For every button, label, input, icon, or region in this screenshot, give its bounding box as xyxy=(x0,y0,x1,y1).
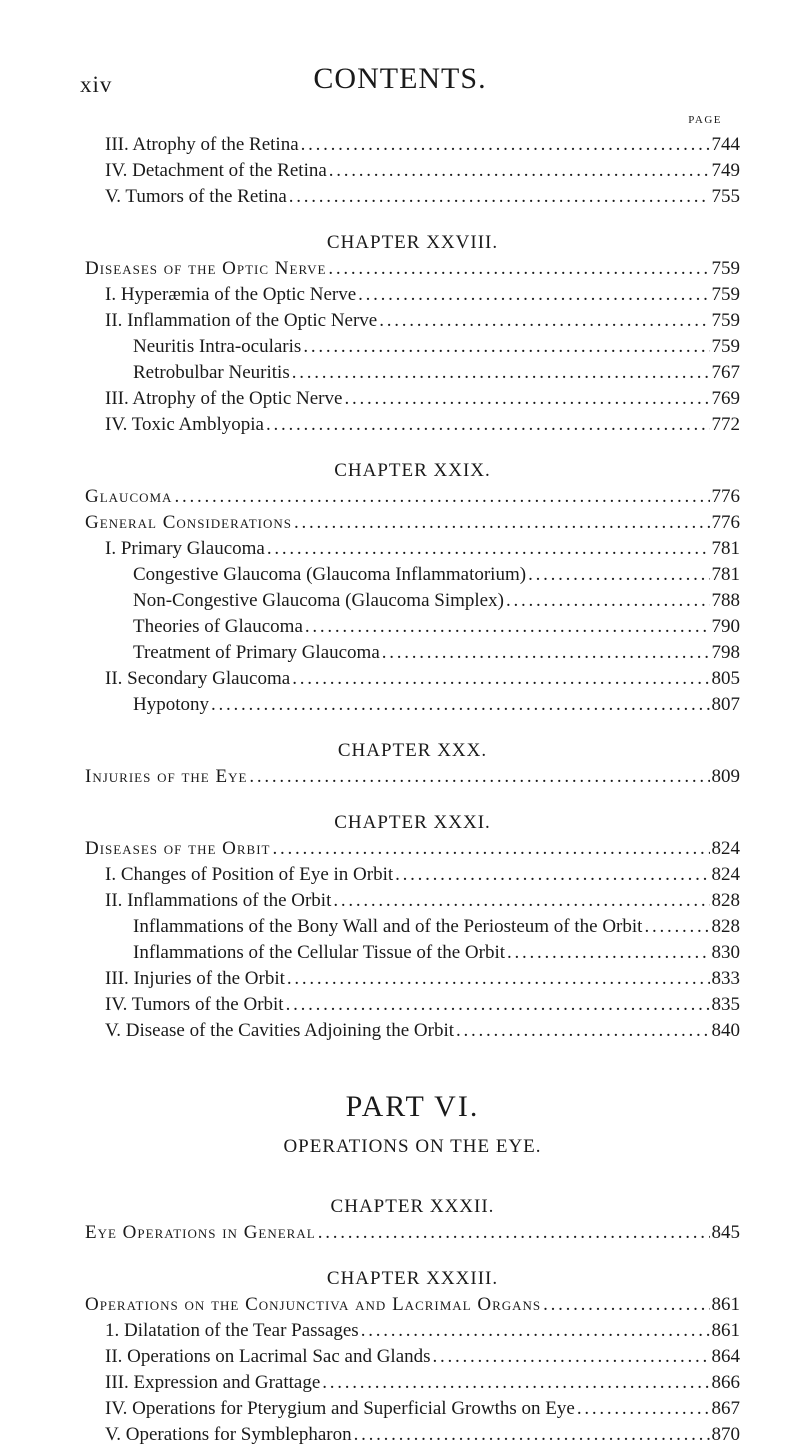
dot-leader xyxy=(322,1370,709,1396)
entry-page-number: 767 xyxy=(711,362,740,383)
entry-title: Congestive Glaucoma (Glaucoma Inflammatorium) xyxy=(133,564,527,585)
entry-title: Retrobulbar Neuritis xyxy=(133,362,290,383)
entry-page-number: 828 xyxy=(711,916,740,937)
dot-leader xyxy=(395,862,709,888)
dot-leader xyxy=(267,536,710,562)
dot-leader xyxy=(329,158,710,184)
entry-title: Injuries of the Eye xyxy=(85,766,248,787)
entry-page-number: 759 xyxy=(711,310,740,331)
entry-page-number: 830 xyxy=(711,942,740,963)
entry-page-number: 805 xyxy=(711,668,740,689)
toc-entry xyxy=(85,132,740,158)
entry-page-number: 824 xyxy=(711,864,740,885)
entry-title: I. Hyperæmia of the Optic Nerve xyxy=(105,284,357,305)
entry-page-number: 828 xyxy=(711,890,740,911)
dot-leader xyxy=(528,562,709,588)
toc-entry xyxy=(85,484,740,510)
entry-title: Neuritis Intra-ocularis xyxy=(133,336,302,357)
dot-leader xyxy=(506,588,710,614)
entry-title: II. Secondary Glaucoma xyxy=(105,668,291,689)
toc-entry xyxy=(85,914,740,940)
entry-title: Non-Congestive Glaucoma (Glaucoma Simplex) xyxy=(133,590,504,611)
dot-leader xyxy=(174,484,709,510)
dot-leader xyxy=(333,888,709,914)
entry-title: II. Inflammations of the Orbit xyxy=(105,890,332,911)
entry-title: IV. Toxic Amblyopia xyxy=(105,414,264,435)
toc-entry xyxy=(85,588,740,614)
entry-title: IV. Operations for Pterygium and Superficial Growths on Eye xyxy=(105,1398,575,1419)
entry-page-number: 781 xyxy=(711,538,740,559)
toc-entry xyxy=(85,966,740,992)
running-title: CONTENTS. xyxy=(313,62,487,95)
entry-title: Operations on the Conjunctiva and Lacrimal Organs xyxy=(85,1294,542,1315)
toc-entry xyxy=(85,836,740,862)
dot-leader xyxy=(301,132,710,158)
entry-title: Theories of Glaucoma xyxy=(133,616,303,637)
toc-entry xyxy=(85,386,740,412)
dot-leader xyxy=(433,1344,710,1370)
entry-title: I. Primary Glaucoma xyxy=(105,538,265,559)
dot-leader xyxy=(456,1018,710,1044)
entry-title: 1. Dilatation of the Tear Passages xyxy=(105,1320,359,1341)
chapter-heading: CHAPTER XXXIII. xyxy=(326,1268,499,1289)
toc-entry xyxy=(85,992,740,1018)
entry-page-number: 790 xyxy=(711,616,740,637)
toc-entry xyxy=(85,862,740,888)
toc-entry xyxy=(85,158,740,184)
dot-leader xyxy=(272,836,709,862)
entry-title: Inflammations of the Bony Wall and of the Periosteum of the Orbit xyxy=(133,916,643,937)
entry-title: IV. Tumors of the Orbit xyxy=(105,994,284,1015)
dot-leader xyxy=(289,184,710,210)
entry-page-number: 759 xyxy=(711,284,740,305)
toc-entry xyxy=(85,1220,740,1246)
toc-entry xyxy=(85,184,740,210)
entry-title: IV. Detachment of the Retina xyxy=(105,160,327,181)
dot-leader xyxy=(507,940,709,966)
entry-page-number: 864 xyxy=(711,1346,740,1367)
entry-title: General Considerations xyxy=(85,512,292,533)
entry-title: Hypotony xyxy=(133,694,209,715)
toc-entry xyxy=(85,282,740,308)
entry-page-number: 772 xyxy=(711,414,740,435)
dot-leader xyxy=(543,1292,709,1318)
dot-leader xyxy=(344,386,709,412)
entry-page-number: 845 xyxy=(711,1222,740,1243)
entry-title: Diseases of the Optic Nerve xyxy=(85,258,327,279)
entry-page-number: 759 xyxy=(711,336,740,357)
entry-title: III. Expression and Grattage xyxy=(105,1372,321,1393)
toc-entry xyxy=(85,940,740,966)
entry-title: II. Inflammation of the Optic Nerve xyxy=(105,310,378,331)
entry-title: Inflammations of the Cellular Tissue of the Orbit xyxy=(133,942,506,963)
chapter-heading: CHAPTER XXVIII. xyxy=(326,232,499,253)
chapter-heading: CHAPTER XXXI. xyxy=(334,812,491,833)
entry-title: III. Atrophy of the Retina xyxy=(105,134,299,155)
dot-leader xyxy=(292,360,710,386)
chapter-heading: CHAPTER XXIX. xyxy=(334,460,491,481)
dot-leader xyxy=(577,1396,710,1422)
dot-leader xyxy=(211,692,710,718)
entry-page-number: 835 xyxy=(711,994,740,1015)
toc-entry xyxy=(85,1422,740,1448)
toc-entry xyxy=(85,308,740,334)
entry-title: III. Atrophy of the Optic Nerve xyxy=(105,388,343,409)
entry-title: Treatment of Primary Glaucoma xyxy=(133,642,380,663)
toc-entry xyxy=(85,1370,740,1396)
dot-leader xyxy=(266,412,710,438)
dot-leader xyxy=(328,256,709,282)
dot-leader xyxy=(292,666,709,692)
entry-page-number: 861 xyxy=(711,1320,740,1341)
toc-entry xyxy=(85,334,740,360)
dot-leader xyxy=(358,282,709,308)
dot-leader xyxy=(354,1422,710,1448)
dot-leader xyxy=(382,640,710,666)
entry-title: V. Operations for Symblepharon xyxy=(105,1424,352,1445)
entry-title: I. Changes of Position of Eye in Orbit xyxy=(105,864,394,885)
entry-page-number: 866 xyxy=(711,1372,740,1393)
page-column-label: PAGE xyxy=(688,114,722,126)
toc-entry xyxy=(85,1018,740,1044)
entry-page-number: 788 xyxy=(711,590,740,611)
toc-entry xyxy=(85,640,740,666)
entry-page-number: 776 xyxy=(711,486,740,507)
part-title: PART VI. xyxy=(345,1090,480,1123)
entry-page-number: 769 xyxy=(711,388,740,409)
page-header xyxy=(0,0,800,126)
toc-entry xyxy=(85,1292,740,1318)
entry-page-number: 809 xyxy=(711,766,740,787)
toc-entry xyxy=(85,1318,740,1344)
entry-page-number: 755 xyxy=(711,186,740,207)
entry-title: V. Tumors of the Retina xyxy=(105,186,287,207)
toc-entry xyxy=(85,1344,740,1370)
entry-page-number: 870 xyxy=(711,1424,740,1445)
entry-title: Glaucoma xyxy=(85,486,173,507)
dot-leader xyxy=(644,914,709,940)
toc-entry xyxy=(85,412,740,438)
chapter-heading: CHAPTER XXXII. xyxy=(330,1196,495,1217)
entry-page-number: 833 xyxy=(711,968,740,989)
dot-leader xyxy=(249,764,709,790)
chapter-heading: CHAPTER XXX. xyxy=(337,740,488,761)
table-of-contents xyxy=(85,132,740,1448)
toc-entry xyxy=(85,666,740,692)
entry-page-number: 781 xyxy=(711,564,740,585)
entry-title: Eye Operations in General xyxy=(85,1222,316,1243)
entry-page-number: 824 xyxy=(711,838,740,859)
toc-entry xyxy=(85,360,740,386)
entry-title: III. Injuries of the Orbit xyxy=(105,968,285,989)
dot-leader xyxy=(361,1318,710,1344)
toc-entry xyxy=(85,562,740,588)
entry-page-number: 861 xyxy=(711,1294,740,1315)
part-spacer xyxy=(85,1160,740,1174)
toc-entry xyxy=(85,256,740,282)
toc-entry xyxy=(85,764,740,790)
entry-page-number: 759 xyxy=(711,258,740,279)
toc-entry xyxy=(85,692,740,718)
part-subtitle: OPERATIONS ON THE EYE. xyxy=(283,1136,542,1157)
page-number: xiv xyxy=(80,72,113,97)
dot-leader xyxy=(303,334,709,360)
toc-entry xyxy=(85,614,740,640)
toc-entry xyxy=(85,888,740,914)
toc-entry xyxy=(85,536,740,562)
entry-page-number: 798 xyxy=(711,642,740,663)
dot-leader xyxy=(294,510,710,536)
dot-leader xyxy=(286,992,710,1018)
entry-page-number: 840 xyxy=(711,1020,740,1041)
dot-leader xyxy=(305,614,710,640)
toc-entry xyxy=(85,510,740,536)
entry-page-number: 867 xyxy=(711,1398,740,1419)
entry-title: V. Disease of the Cavities Adjoining the Orbit xyxy=(105,1020,454,1041)
entry-page-number: 749 xyxy=(711,160,740,181)
toc-entry xyxy=(85,1396,740,1422)
entry-page-number: 807 xyxy=(711,694,740,715)
entry-title: II. Operations on Lacrimal Sac and Glands xyxy=(105,1346,431,1367)
dot-leader xyxy=(318,1220,710,1246)
entry-title: Diseases of the Orbit xyxy=(85,838,271,859)
dot-leader xyxy=(379,308,709,334)
dot-leader xyxy=(287,966,710,992)
entry-page-number: 776 xyxy=(711,512,740,533)
entry-page-number: 744 xyxy=(711,134,740,155)
